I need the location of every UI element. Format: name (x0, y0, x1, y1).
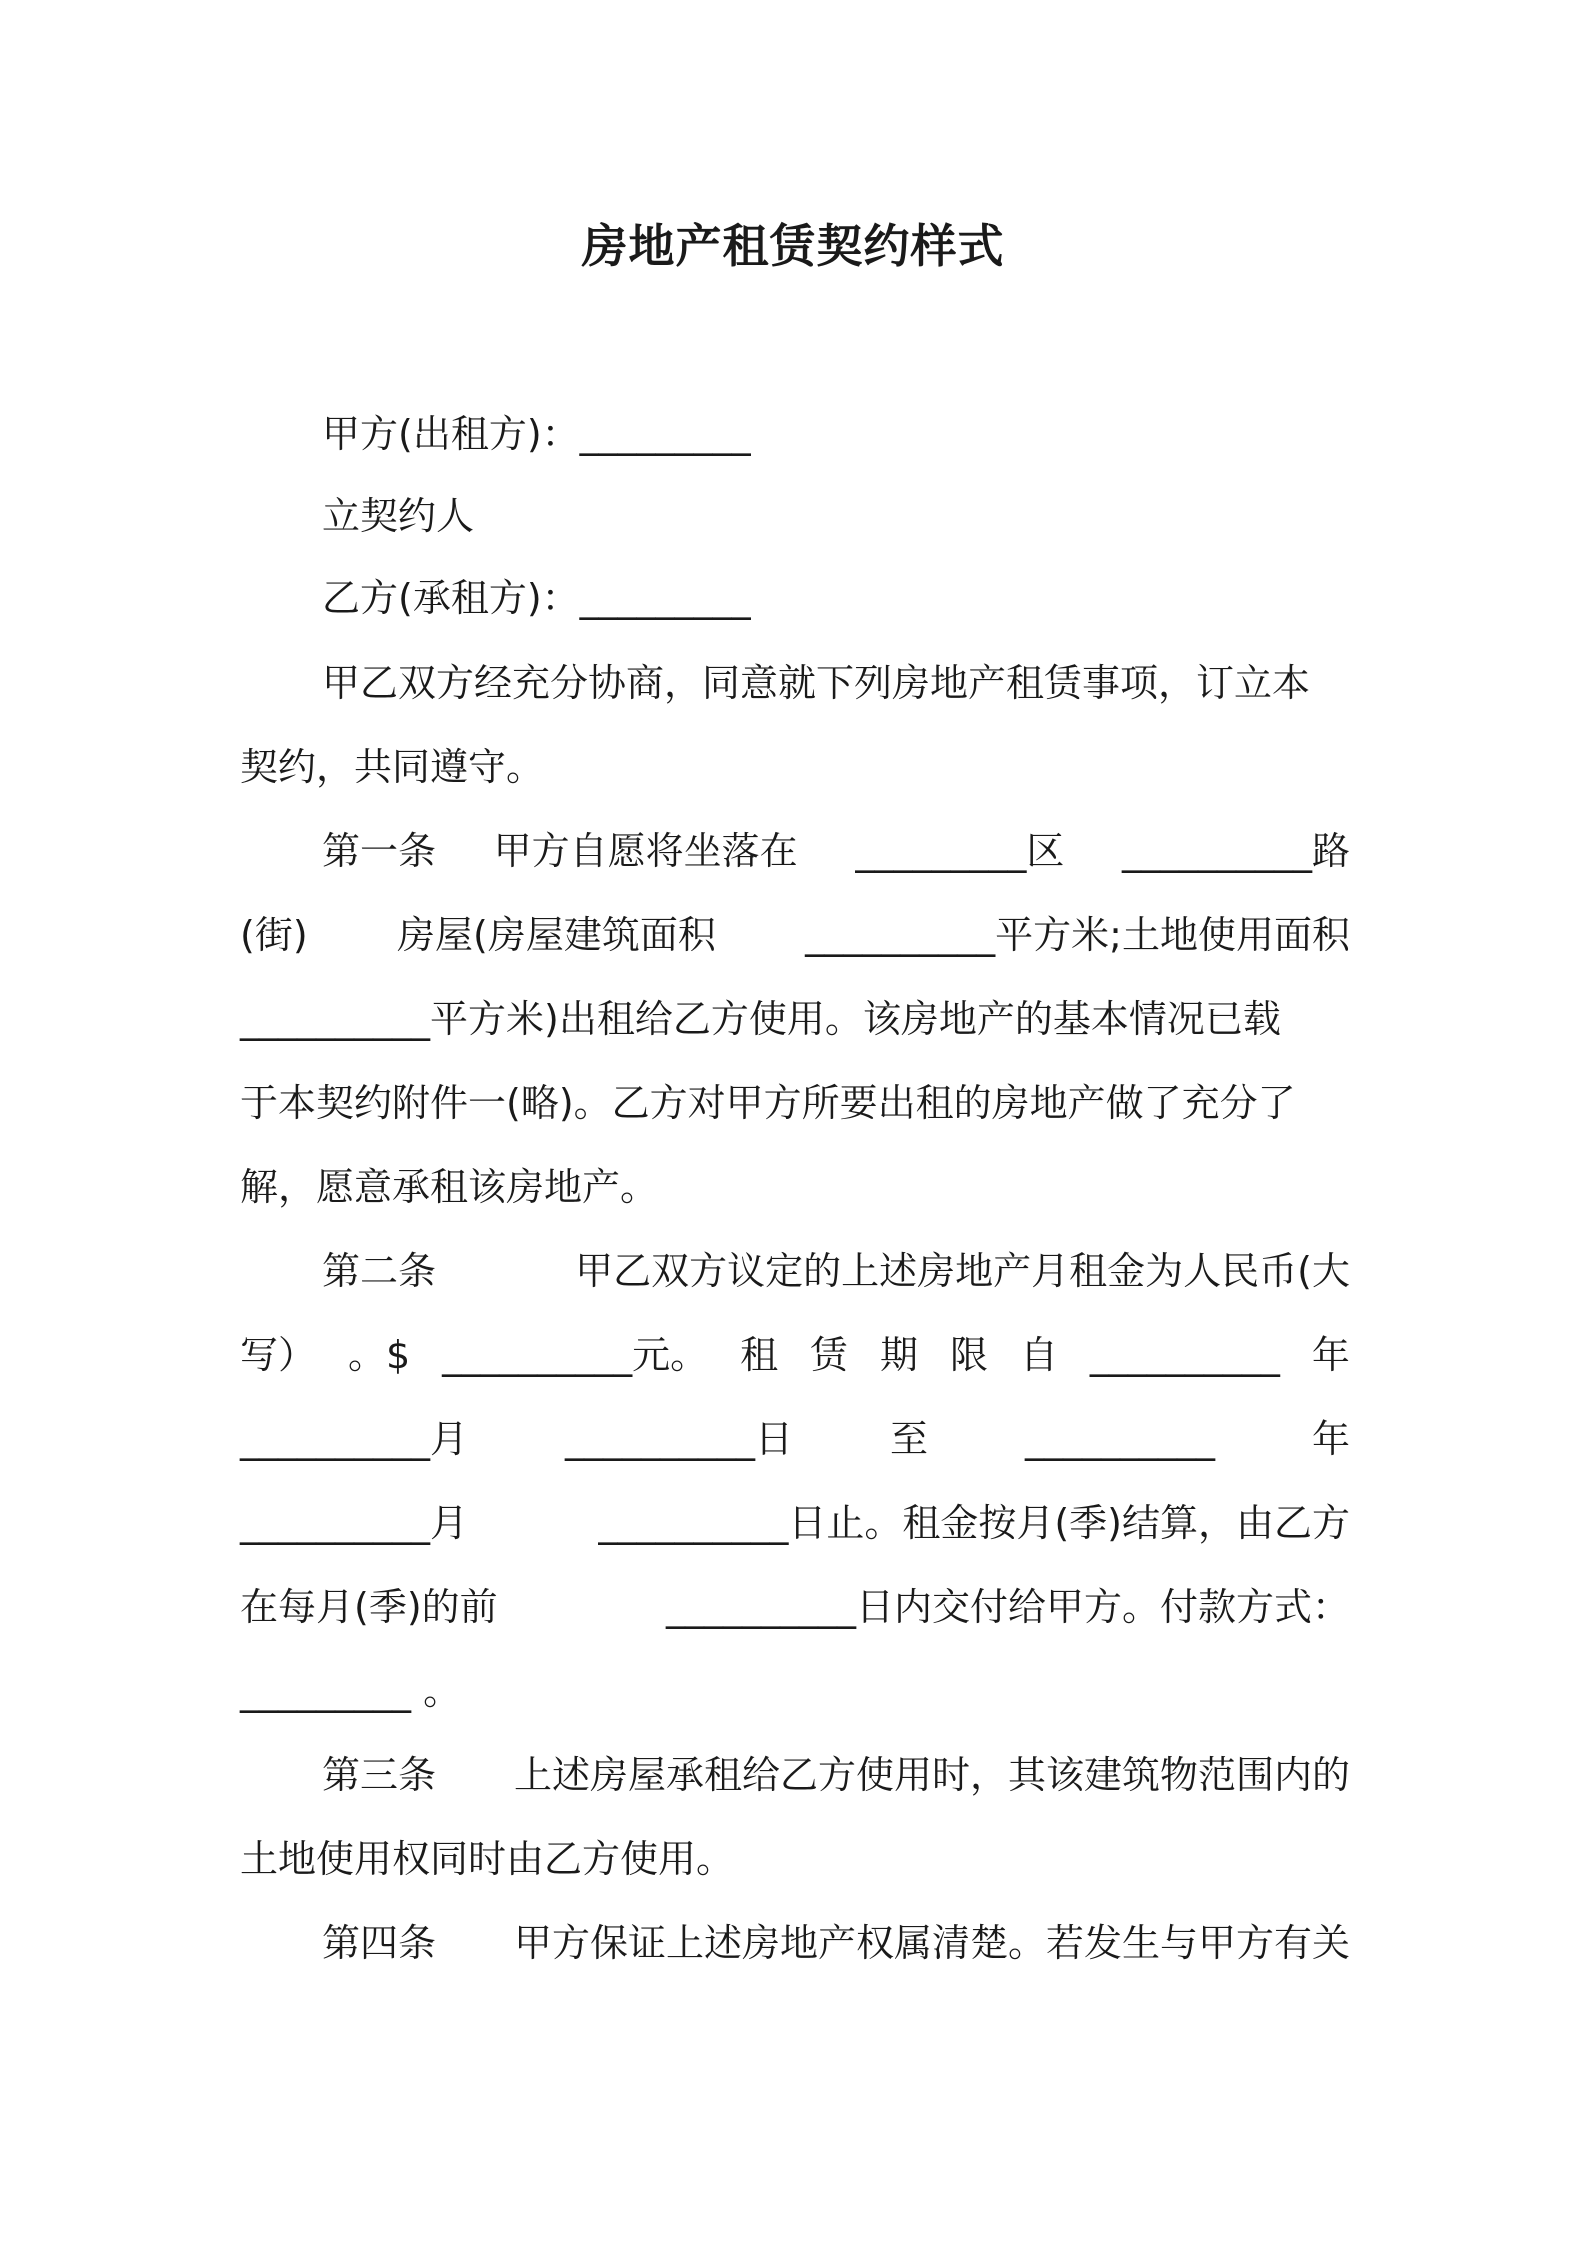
day-blank: __________日 (565, 1417, 794, 1461)
article-2-line-6: _________ 。 (240, 1669, 462, 1713)
rent-blank: __________元。 (442, 1333, 709, 1377)
area-blank: __________平方米;土地使用面积 (805, 913, 1350, 957)
year-blank: __________ (1025, 1417, 1215, 1461)
text-segment: 。$ (347, 1333, 411, 1377)
party-a-line: 甲方(出租方)：_________ (322, 412, 751, 456)
party-b-line: 乙方(承租方)：_________ (322, 576, 751, 620)
text-segment: 上述房屋承租给乙方使用时，其该建筑物范围内的 (513, 1753, 1350, 1797)
text-segment: __________日内交付给甲方。付款方式： (665, 1585, 1350, 1629)
text-segment: 限 (949, 1333, 988, 1377)
intro-line-1: 甲乙双方经充分协商，同意就下列房地产租赁事项，订立本 (322, 661, 1311, 705)
article-4-label: 第四条 (322, 1921, 437, 1965)
article-1-line-5: 解，愿意承租该房地产。 (240, 1165, 659, 1209)
year-blank: __________ (1089, 1333, 1280, 1377)
article-1-line-3: __________平方米)出租给乙方使用。该房地产的基本情况已载 (240, 997, 1281, 1041)
article-1-label: 第一条 (322, 829, 437, 873)
text-segment: 房屋(房屋建筑面积 (397, 913, 716, 957)
text-segment: 在每月(季)的前 (240, 1585, 498, 1629)
article-1-line-4: 于本契约附件一(略)。乙方对甲方所要出租的房地产做了充分了 (240, 1081, 1296, 1125)
text-segment: 自 (1019, 1333, 1058, 1377)
article-1-line-1 (322, 829, 1350, 873)
article-4-line-1 (322, 1921, 1350, 1965)
article-3-label: 第三条 (322, 1753, 437, 1797)
text-segment: 至 (890, 1417, 929, 1461)
article-3-line-2: 土地使用权同时由乙方使用。 (240, 1837, 735, 1881)
month-blank: __________月 (240, 1501, 469, 1545)
month-blank: __________月 (240, 1417, 469, 1461)
text-segment: 租 (740, 1333, 779, 1377)
text-segment: 甲方自愿将坐落在 (493, 829, 798, 873)
district-blank: _________区 (855, 829, 1065, 873)
intro-line-2: 契约，共同遵守。 (240, 745, 545, 789)
text-segment: 期 (880, 1333, 919, 1377)
text-segment: 甲方保证上述房地产权属清楚。若发生与甲方有关 (513, 1921, 1350, 1965)
article-2-line-1 (322, 1249, 1350, 1293)
signatory-line: 立契约人 (322, 494, 475, 538)
article-2-label: 第二条 (322, 1249, 437, 1293)
text-segment: 年 (1311, 1417, 1350, 1461)
article-2-line-5 (240, 1585, 1350, 1629)
article-2-line-2 (240, 1333, 1350, 1377)
text-segment: 年 (1311, 1333, 1350, 1377)
article-3-line-1 (322, 1753, 1350, 1797)
road-blank: __________路 (1121, 829, 1350, 873)
text-segment: __________日止。租金按月(季)结算，由乙方 (598, 1501, 1350, 1545)
article-2-line-3 (240, 1417, 1350, 1461)
text-segment: (街) (240, 913, 308, 957)
text-segment: 赁 (810, 1333, 849, 1377)
text-segment: 甲乙双方议定的上述房地产月租金为人民币(大 (575, 1249, 1350, 1293)
text-segment: 写） (240, 1333, 317, 1377)
article-2-line-4 (240, 1501, 1350, 1545)
article-1-line-2 (240, 913, 1350, 957)
document-title: 房地产租赁契约样式 (581, 219, 1005, 273)
